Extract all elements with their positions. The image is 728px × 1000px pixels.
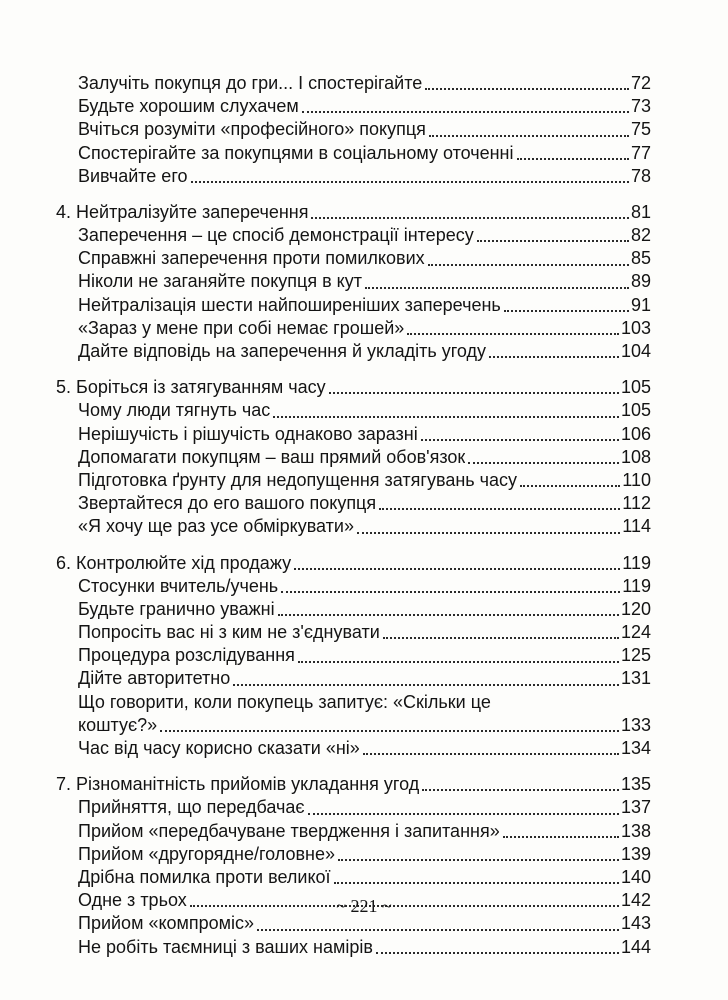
toc-entry-title: Вчіться розуміти «професійного» покупця — [78, 119, 426, 140]
toc-entry — [56, 936, 651, 959]
dot-leader — [517, 158, 629, 160]
dot-leader — [429, 135, 629, 137]
toc-entry-page: 119 — [622, 552, 651, 573]
toc-entry-title: Підготовка ґрунту для недопущення затягувань часу — [78, 469, 518, 490]
toc-entry-page: 144 — [620, 936, 651, 957]
dot-leader — [363, 753, 619, 755]
toc-entry — [56, 118, 651, 141]
toc-entry — [56, 820, 651, 843]
dot-leader — [520, 485, 620, 487]
toc-entry-title: Стосунки вчитель/учень — [78, 575, 279, 596]
toc-entry — [56, 294, 651, 317]
dot-leader — [376, 952, 619, 954]
toc-entry-page: 108 — [620, 446, 651, 467]
toc-entry-title: 6. Контролюйте хід продажу — [56, 552, 292, 573]
toc-entry-title: 4. Нейтралізуйте заперечення — [56, 201, 309, 222]
toc-entry-title: Дайте відповідь на заперечення й укладіть угоду — [78, 341, 487, 362]
dot-leader — [421, 439, 619, 441]
toc-entry-page: 103 — [620, 317, 651, 338]
toc-entry-page: 131 — [620, 668, 651, 689]
page-number: ~ 221 ~ — [336, 896, 392, 916]
toc-entry-page: 89 — [630, 271, 651, 292]
toc-entry-title: 5. Боріться із затягуванням часу — [56, 377, 326, 398]
dot-leader — [334, 882, 619, 884]
toc-entry-title: Попросіть вас ні з ким не з'єднувати — [78, 622, 380, 643]
dot-leader — [489, 356, 619, 358]
toc-entry-title: Нерішучість і рішучість однаково заразні — [78, 423, 418, 444]
toc-entry-page: 114 — [622, 516, 651, 537]
toc-entry — [56, 737, 651, 760]
toc-entry-page: 73 — [630, 96, 651, 117]
toc-entry-page: 110 — [622, 469, 651, 490]
toc-entry-title: Ніколи не заганяйте покупця в кут — [78, 271, 362, 292]
toc-entry-page: 81 — [630, 201, 651, 222]
toc-entry-title: Що говорити, коли покупець запитує: «Скільки це — [78, 691, 491, 712]
table-of-contents — [56, 72, 651, 959]
toc-entry-title: Залучіть покупця до гри... І спостерігайте — [78, 72, 423, 93]
toc-entry-page: 137 — [620, 797, 651, 818]
dot-leader — [311, 217, 629, 219]
toc-entry-page: 124 — [620, 622, 651, 643]
toc-entry — [56, 714, 651, 737]
toc-entry-page: 125 — [620, 645, 651, 666]
toc-entry-page: 78 — [630, 165, 651, 186]
toc-entry — [56, 224, 651, 247]
toc-entry-title: Вивчайте его — [78, 165, 188, 186]
dot-leader — [273, 416, 619, 418]
toc-entry-title: «Зараз у мене при собі немає грошей» — [78, 317, 405, 338]
dot-leader — [294, 568, 620, 570]
toc-entry-page: 139 — [620, 843, 651, 864]
dot-leader — [298, 661, 619, 663]
dot-leader — [365, 287, 629, 289]
dot-leader — [233, 684, 619, 686]
toc-entry-title: Одне з трьох — [78, 890, 187, 911]
toc-entry-title: Час від часу корисно сказати «ні» — [78, 738, 360, 759]
toc-entry-page: 138 — [620, 820, 651, 841]
toc-entry-page: 143 — [620, 913, 651, 934]
toc-entry — [56, 492, 651, 515]
toc-entry-title: Звертайтеся до его вашого покупця — [78, 493, 377, 514]
toc-entry-page: 135 — [620, 774, 651, 795]
dot-leader — [468, 462, 619, 464]
dot-leader — [278, 614, 619, 616]
toc-entry — [56, 247, 651, 270]
toc-entry-page: 105 — [620, 377, 651, 398]
toc-entry-title: Не робіть таємниці з ваших намірів — [78, 936, 373, 957]
toc-entry-title: Будьте гранично уважні — [78, 598, 275, 619]
dot-leader — [329, 392, 619, 394]
dot-leader — [503, 836, 619, 838]
toc-entry-title: Прийом «передбачуване твердження і запитання» — [78, 820, 500, 841]
toc-entry-page: 119 — [622, 575, 651, 596]
toc-entry-page: 112 — [622, 493, 651, 514]
dot-leader — [338, 859, 619, 861]
dot-leader — [302, 111, 629, 113]
dot-leader — [425, 88, 629, 90]
dot-leader — [191, 181, 629, 183]
dot-leader — [383, 637, 619, 639]
toc-entry-title: Справжні заперечення проти помилкових — [78, 248, 425, 269]
toc-entry-title: Допомагати покупцям – ваш прямий обов'язок — [78, 446, 466, 467]
toc-entry — [56, 399, 651, 422]
toc-entry-title: Нейтралізація шести найпоширеніших заперечень — [78, 294, 501, 315]
toc-entry-title: Спостерігайте за покупцями в соціальному оточенні — [78, 142, 514, 163]
toc-entry-title: Прийняття, що передбачає — [78, 797, 305, 818]
toc-entry-title: «Я хочу ще раз усе обміркувати» — [78, 516, 354, 537]
toc-entry-page: 140 — [620, 866, 651, 887]
toc-entry — [56, 165, 651, 188]
toc-entry-page: 105 — [620, 400, 651, 421]
toc-entry — [56, 95, 651, 118]
dot-leader — [281, 591, 620, 593]
toc-entry — [56, 423, 651, 446]
toc-entry — [56, 796, 651, 819]
toc-entry-page: 134 — [620, 738, 651, 759]
toc-entry-page: 72 — [630, 72, 651, 93]
toc-entry — [56, 469, 651, 492]
toc-entry — [56, 644, 651, 667]
toc-chapter-entry — [56, 773, 651, 796]
toc-entry-page: 77 — [630, 142, 651, 163]
dot-leader — [379, 508, 620, 510]
toc-entry — [56, 142, 651, 165]
toc-entry-title: Дійте авторитетно — [78, 668, 231, 689]
dot-leader — [357, 532, 620, 534]
toc-chapter-entry — [56, 376, 651, 399]
toc-entry-title: Будьте хорошим слухачем — [78, 96, 299, 117]
toc-entry — [56, 271, 651, 294]
toc-entry-page: 120 — [620, 598, 651, 619]
toc-entry — [56, 317, 651, 340]
dot-leader — [477, 240, 629, 242]
toc-entry — [56, 340, 651, 363]
toc-entry-title: коштує?» — [78, 714, 158, 735]
toc-entry — [56, 575, 651, 598]
toc-chapter-entry — [56, 201, 651, 224]
toc-entry — [56, 72, 651, 95]
toc-entry — [56, 668, 651, 691]
toc-entry-title: Процедура розслідування — [78, 645, 295, 666]
toc-entry — [56, 446, 651, 469]
dot-leader — [504, 310, 629, 312]
dot-leader — [428, 264, 629, 266]
toc-entry-page: 82 — [630, 225, 651, 246]
toc-entry — [56, 621, 651, 644]
toc-entry-page: 142 — [620, 890, 651, 911]
toc-entry — [56, 515, 651, 538]
toc-entry-title: 7. Різноманітність прийомів укладання угод — [56, 774, 420, 795]
toc-entry-page: 133 — [620, 714, 651, 735]
toc-entry-page: 106 — [620, 423, 651, 444]
dot-leader — [308, 813, 619, 815]
toc-entry-page: 104 — [620, 341, 651, 362]
toc-entry-page: 91 — [630, 294, 651, 315]
toc-entry-page: 75 — [630, 119, 651, 140]
toc-entry-page: 85 — [630, 248, 651, 269]
toc-chapter-entry — [56, 552, 651, 575]
dot-leader — [160, 730, 619, 732]
dot-leader — [407, 333, 619, 335]
toc-entry-title: Прийом «компроміс» — [78, 913, 255, 934]
dot-leader — [257, 929, 619, 931]
toc-entry-title: Чому люди тягнуть час — [78, 400, 271, 421]
toc-entry — [56, 843, 651, 866]
dot-leader — [422, 789, 619, 791]
toc-entry — [56, 691, 651, 714]
toc-entry-title: Заперечення – це спосіб демонстрації інтересу — [78, 225, 474, 246]
toc-entry-title: Дрібна помилка проти великої — [78, 866, 331, 887]
toc-entry — [56, 598, 651, 621]
toc-entry-title: Прийом «другорядне/головне» — [78, 843, 335, 864]
toc-entry — [56, 866, 651, 889]
